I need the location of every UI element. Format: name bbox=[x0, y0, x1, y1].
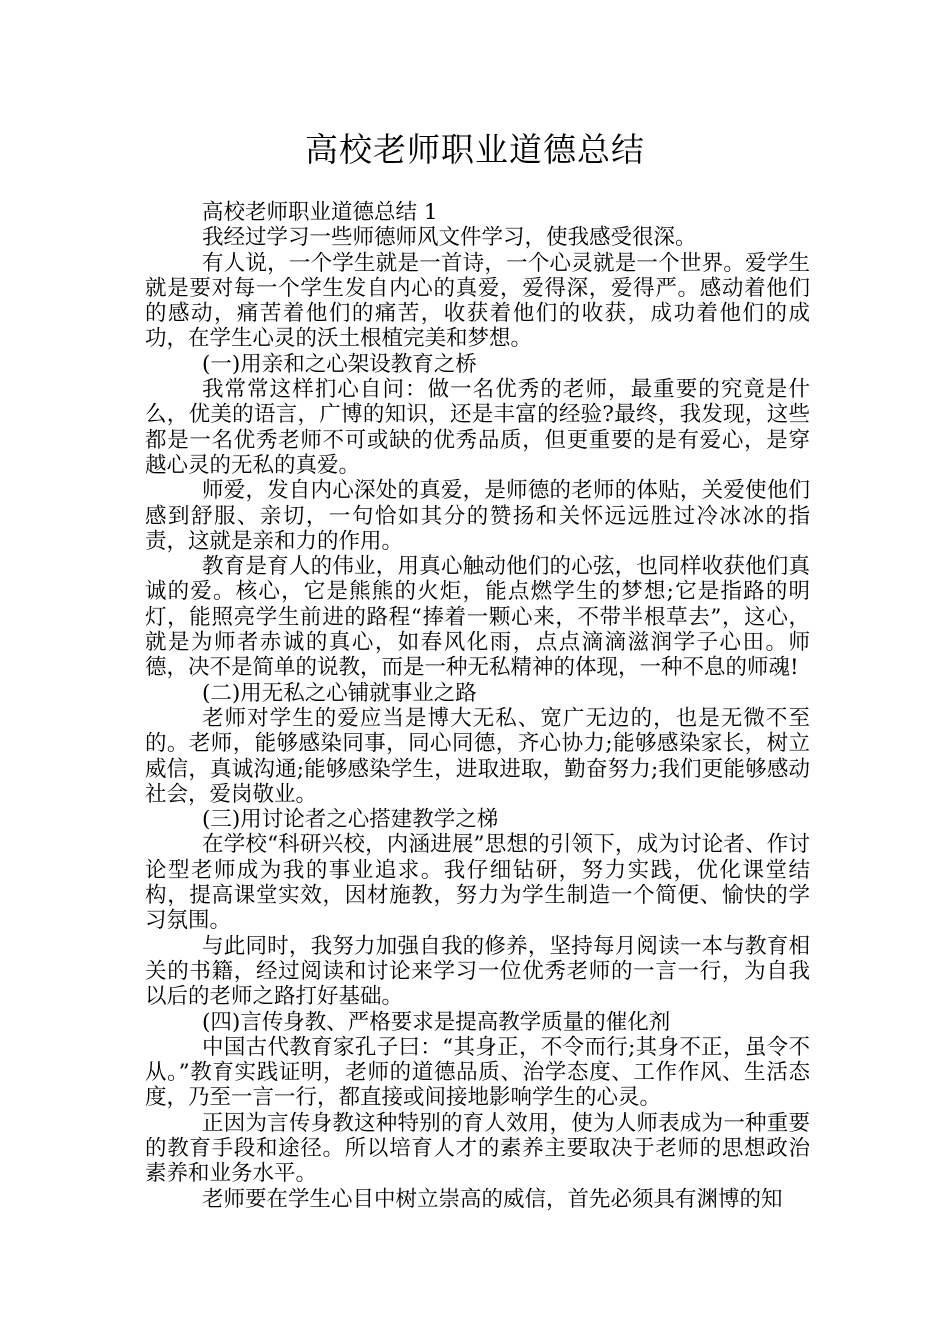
paragraph: 正因为言传身教这种特别的育人效用，使为人师表成为一种重要的教育手段和途径。所以培育人才的素养主要取决于老师的思想政治素养和业务水平。 bbox=[145, 1110, 810, 1187]
paragraph: 在学校“科研兴校，内涵进展”思想的引领下，成为讨论者、作讨论型老师成为我的事业追求。我仔细钻研，努力实践，优化课堂结构，提高课堂实效，因材施教，努力为学生制造一个简便、愉快的学习氛围。 bbox=[145, 832, 810, 934]
paragraph: 师爱，发自内心深处的真爱，是师德的老师的体贴，关爱使他们感到舒服、亲切，一句恰如其分的赞扬和关怀远远胜过冷冰冰的指责，这就是亲和力的作用。 bbox=[145, 478, 810, 554]
document-body bbox=[145, 200, 810, 1212]
paragraph: 中国古代教育家孔子曰：“其身正，不令而行;其身不正，虽令不从。”教育实践证明，老师的道德品质、治学态度、工作作风、生活态度，乃至一言一行，都直接或间接地影响学生的心灵。 bbox=[145, 1034, 810, 1111]
section-heading: (四)言传身教、严格要求是提高教学质量的催化剂 bbox=[202, 1009, 671, 1035]
paragraph: 老师对学生的爱应当是博大无私、宽广无边的，也是无微不至的。老师，能够感染同事，同心同德，齐心协力;能够感染家长，树立威信，真诚沟通;能够感染学生，进取进取，勤奋努力;我们更能够感动社会，爱岗敬业。 bbox=[145, 705, 810, 807]
document-title: 高校老师职业道德总结 bbox=[305, 130, 645, 169]
paragraph: 我经过学习一些师德师风文件学习，使我感受很深。 bbox=[202, 225, 697, 251]
paragraph: 有人说，一个学生就是一首诗，一个心灵就是一个世界。爱学生就是要对每一个学生发自内心的真爱，爱得深，爱得严。感动着他们的感动，痛苦着他们的痛苦，收获着他们的收获，成功着他们的成功，在学生心灵的沃土根植完美和梦想。 bbox=[145, 250, 810, 352]
section-heading: (二)用无私之心铺就事业之路 bbox=[202, 680, 477, 706]
paragraph: 老师要在学生心目中树立崇高的威信，首先必须具有渊博的知 bbox=[202, 1186, 783, 1212]
section-heading: (一)用亲和之心架设教育之桥 bbox=[202, 351, 477, 377]
document-heading: 高校老师职业道德总结 1 bbox=[202, 200, 438, 225]
paragraph: 我常常这样扪心自问：做一名优秀的老师，最重要的究竟是什么，优美的语言，广博的知识，还是丰富的经验?最终，我发现，这些都是一名优秀老师不可或缺的优秀品质，但更重要的是有爱心，是穿越心灵的无私的真爱。 bbox=[145, 377, 810, 478]
paragraph: 教育是育人的伟业，用真心触动他们的心弦，也同样收获他们真诚的爱。核心，它是熊熊的火炬，能点燃学生的梦想;它是指路的明灯，能照亮学生前进的路程“捧着一颗心来，不带半根草去”，这心，就是为师者赤诚的真心，如春风化雨，点点滴滴滋润学子心田。师德，决不是简单的说教，而是一种无私精神的体现，一种不息的师魂! bbox=[145, 554, 810, 681]
paragraph: 与此同时，我努力加强自我的修养，坚持每月阅读一本与教育相关的书籍，经过阅读和讨论来学习一位优秀老师的一言一行，为自我以后的老师之路打好基础。 bbox=[145, 933, 810, 1010]
section-heading: (三)用讨论者之心搭建教学之梯 bbox=[202, 807, 499, 833]
